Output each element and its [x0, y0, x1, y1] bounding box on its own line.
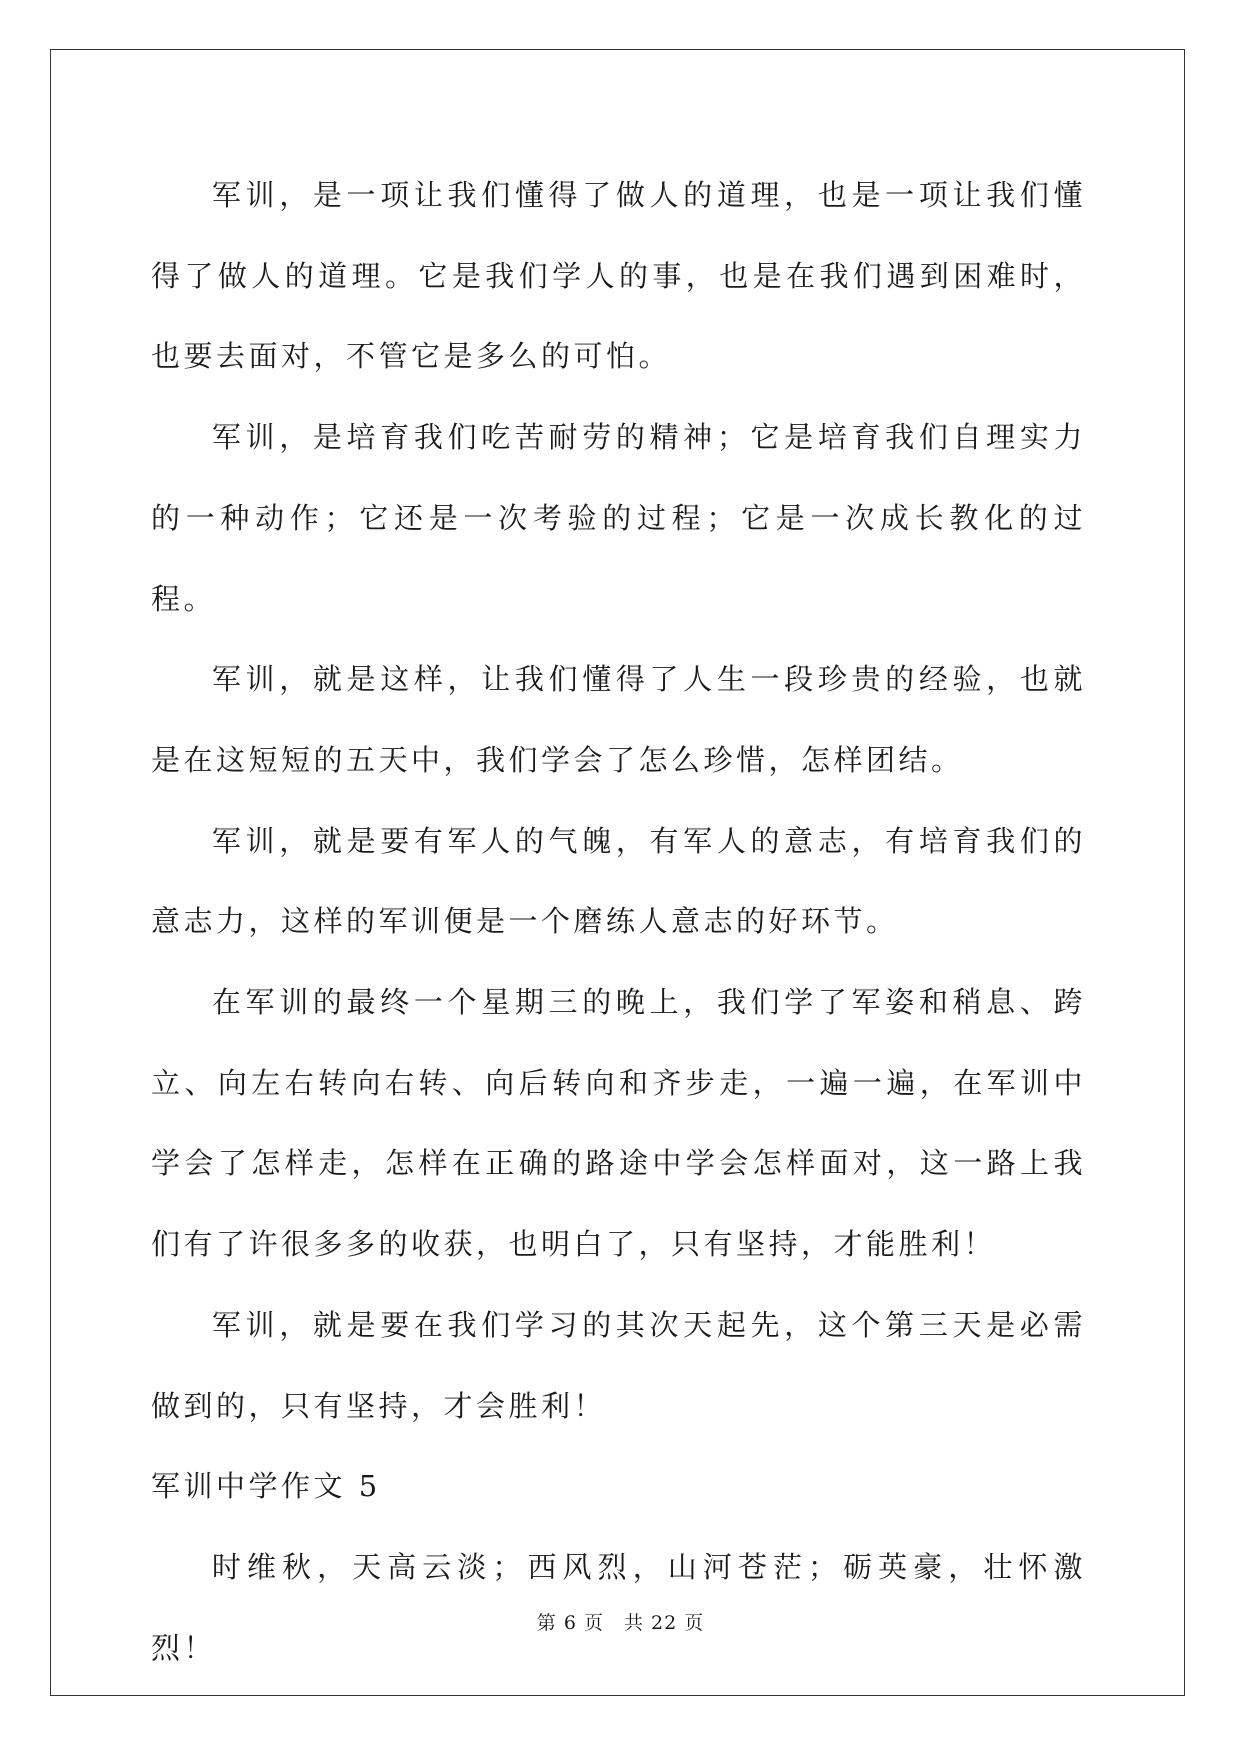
paragraph: 在军训的最终一个星期三的晚上，我们学了军姿和稍息、跨立、向左右转向右转、向后转向和齐步走，一遍一遍，在军训中学会了怎样走，怎样在正确的路途中学会怎样面对，这一路上我们有了许很多多的收获，也明白了，只有坚持，才能胜利！ — [151, 985, 1086, 1262]
paragraph: 时维秋，天高云淡；西风烈，山河苍茫；砺英豪，壮怀激烈！ — [151, 1549, 1086, 1665]
paragraph: 军训，就是这样，让我们懂得了人生一段珍贵的经验，也就是在这短短的五天中，我们学会了怎么珍惜，怎样团结。 — [151, 662, 1086, 777]
paragraph: 军训，是一项让我们懂得了做人的道理，也是一项让我们懂得了做人的道理。它是我们学人的事，也是在我们遇到困难时，也要去面对，不管它是多么的可怕。 — [151, 178, 1086, 374]
document-body — [151, 155, 1086, 1688]
paragraph: 军训，就是要在我们学习的其次天起先，这个第三天是必需做到的，只有坚持，才会胜利！ — [151, 1307, 1086, 1423]
section-heading: 军训中学作文 5 — [151, 1469, 381, 1504]
paragraph: 军训，是培育我们吃苦耐劳的精神；它是培育我们自理实力的一种动作；它还是一次考验的过程；它是一次成长教化的过程。 — [151, 420, 1086, 616]
page-number-footer: 第 6 页 共 22 页 — [536, 1612, 705, 1634]
paragraph: 军训，就是要有军人的气魄，有军人的意志，有培育我们的意志力，这样的军训便是一个磨练人意志的好环节。 — [151, 823, 1086, 939]
